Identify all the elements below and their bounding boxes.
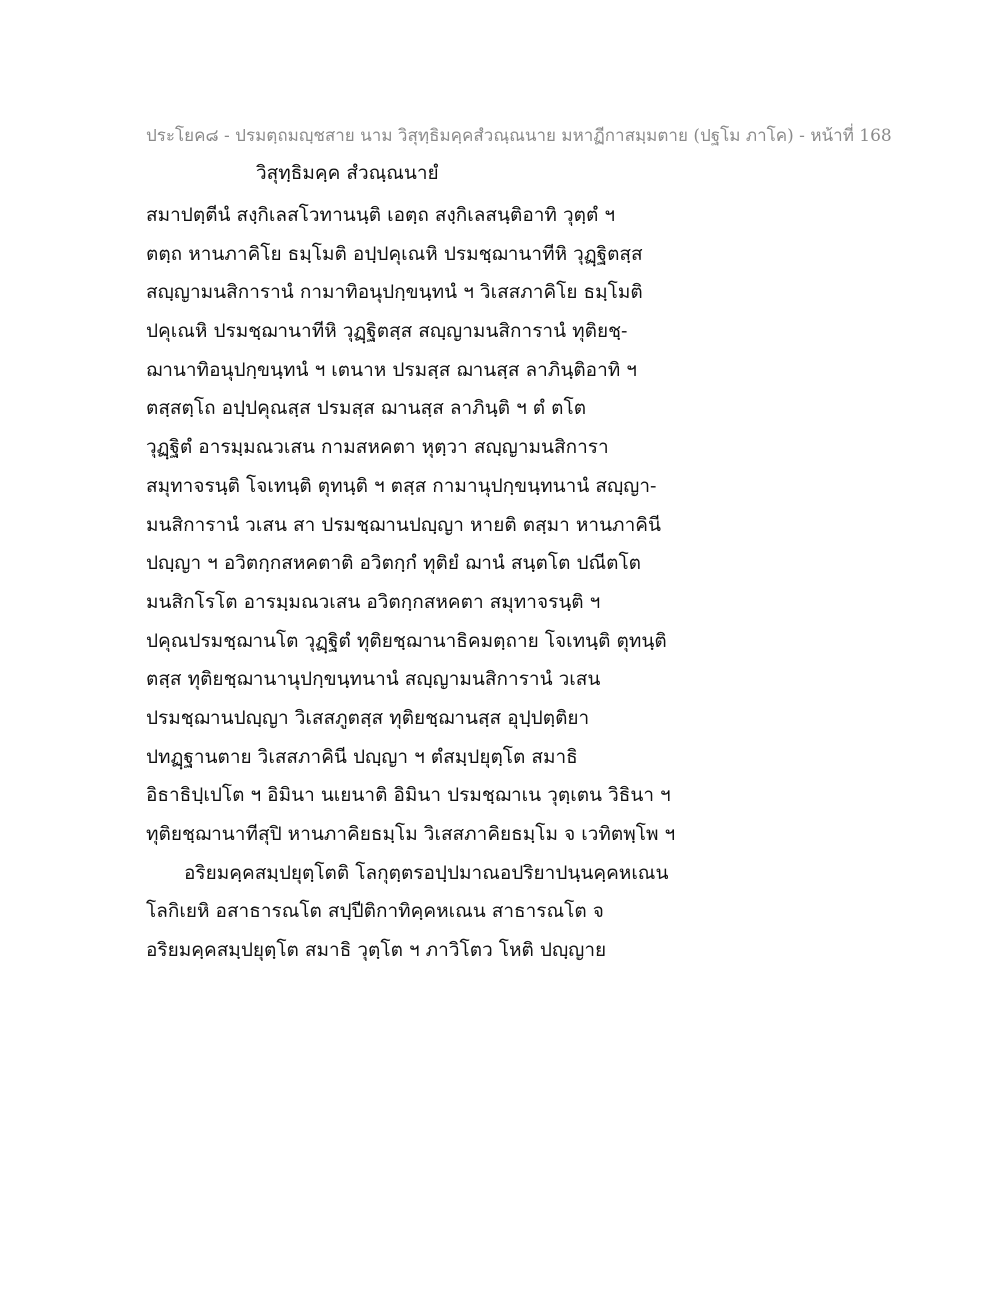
text-line-8: สมุทาจรนฺติ โจเทนฺติ ตุทนฺติ ฯ ตสฺส กามานุปกฺขนฺทนานํ สญฺญา- xyxy=(146,474,657,497)
text-line-15: ปทฏฺฐานตาย วิเสสภาคินี ปญฺญา ฯ ตํสมฺปยุตฺโต สมาธิ xyxy=(146,745,578,768)
text-line-20: อริยมคฺคสมฺปยุตฺโต สมาธิ วุตฺโต ฯ ภาวิโตว โหติ ปญฺญาย xyxy=(146,939,607,962)
text-line-19: โลกิเยหิ อสาธารณโต สปฺปีติกาทิคฺคหเณน สาธารณโต จ xyxy=(146,900,604,923)
text-line-13: ตสฺส ทุติยชฺฌานานุปกฺขนฺทนานํ สญฺญามนสิการานํ วเสน xyxy=(146,668,601,691)
text-line-18: อริยมคฺคสมฺปยุตฺโตติ โลกุตฺตรอปฺปมาณอปริยาปนฺนคฺคหเณน xyxy=(184,861,669,884)
text-line-7: วุฏฺฐิตํ อารมฺมณวเสน กามสหคตา หุตฺวา สญฺญามนสิการา xyxy=(146,436,609,459)
text-line-4: ปคุเณหิ ปรมชฺฌานาทีหิ วุฏฺฐิตสฺส สญฺญามนสิการานํ ทุติยชฺ- xyxy=(146,320,628,343)
text-line-11: มนสิกโรโต อารมฺมณวเสน อวิตกฺกสหคตา สมุทาจรนฺติ ฯ xyxy=(146,590,601,613)
text-line-16: อิธาธิปฺเปโต ฯ อิมินา นเยนาติ อิมินา ปรมชฺฌาเน วุตฺเตน วิธินา ฯ xyxy=(146,784,671,807)
text-line-5: ฌานาทิอนุปกฺขนฺทนํ ฯ เตนาห ปรมสฺส ฌานสฺส ลาภินฺติอาทิ ฯ xyxy=(146,358,637,381)
text-line-3: สญฺญามนสิการานํ กามาทิอนุปกฺขนฺทนํ ฯ วิเสสภาคิโย ธมฺโมติ xyxy=(146,281,643,304)
text-line-12: ปคุณปรมชฺฌานโต วุฏฺฐิตํ ทุติยชฺฌานาธิคมตฺถาย โจเทนฺติ ตุทนฺติ xyxy=(146,629,667,652)
text-line-2: ตตฺถ หานภาคิโย ธมฺโมติ อปฺปคุเณหิ ปรมชฺฌานาทีหิ วุฏฺฐิตสฺส xyxy=(146,242,643,265)
text-line-6: ตสฺสตฺโถ อปฺปคุณสฺส ปรมสฺส ฌานสฺส ลาภินฺติ ฯ ตํ ตโต xyxy=(146,397,587,420)
text-line-1: สมาปตฺตีนํ สงฺกิเลสโวทานนฺติ เอตฺถ สงฺกิเลสนฺติอาทิ วุตฺตํ ฯ xyxy=(146,204,616,226)
body-text xyxy=(146,196,866,970)
text-line-14: ปรมชฺฌานปญฺญา วิเสสภูตสฺส ทุติยชฺฌานสฺส อุปฺปตฺติยา xyxy=(146,706,590,729)
text-line-17: ทุติยชฺฌานาทีสุปิ หานภาคิยธมฺโม วิเสสภาคิยธมฺโม จ เวทิตพฺโพ ฯ xyxy=(146,823,676,845)
running-header: ประโยค๘ - ปรมตฺถมญฺชสาย นาม วิสุทฺธิมคฺคสํวณฺณนาย มหาฏีกาสมฺมตาย (ปฐโม ภาโค) - หน้าที่ 168 xyxy=(146,126,892,146)
text-line-10: ปญฺญา ฯ อวิตกฺกสหคตาติ อวิตกฺกํ ทุติยํ ฌานํ สนฺตโต ปณีตโต xyxy=(146,552,642,575)
text-line-9: มนสิการานํ วเสน สา ปรมชฺฌานปญฺญา หายติ ตสฺมา หานภาคินี xyxy=(146,513,661,536)
section-title: วิสุทฺธิมคฺค สํวณฺณนายํ xyxy=(256,162,439,184)
